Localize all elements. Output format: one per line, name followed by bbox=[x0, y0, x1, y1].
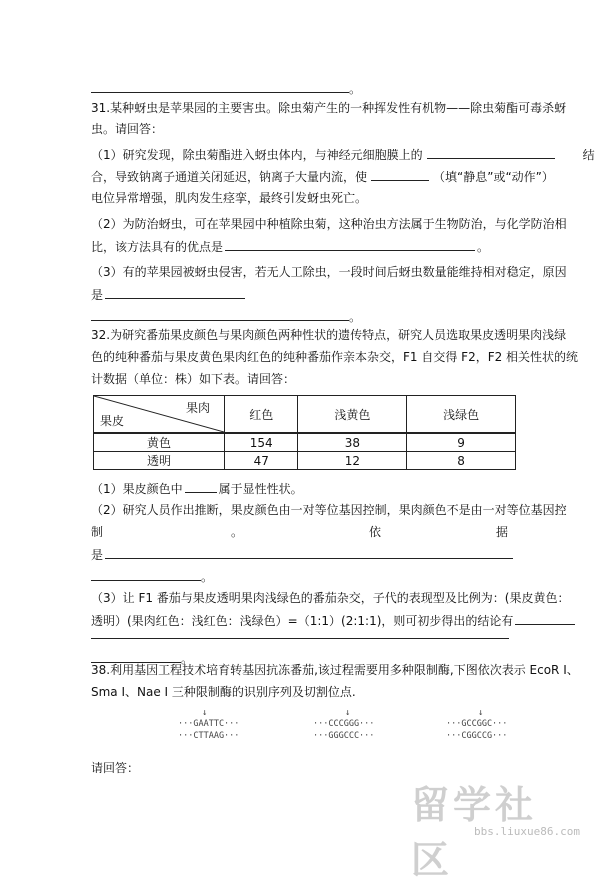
answer-blank[interactable] bbox=[91, 626, 509, 639]
cut-site-arrow-icon: ↓ bbox=[478, 708, 484, 718]
q31-intro-line-1: 31.某种蚜虫是苹果园的主要害虫。除虫菊产生的一种挥发性有机物——除虫菊酯可毒杀蚜 bbox=[91, 101, 567, 115]
site-watermark bbox=[411, 772, 586, 882]
q31-intro-line-2: 虫。请回答： bbox=[91, 122, 164, 136]
table-row bbox=[94, 433, 516, 452]
q31-part1-line-2: 合，导致钠离子通道关闭延迟，钠离子大量内流，使 （填“静息”或“动作”） bbox=[91, 170, 554, 184]
row-label: 透明 bbox=[94, 452, 225, 470]
column-header: 红色 bbox=[225, 396, 298, 434]
watermark-url: bbs.liuxue86.com bbox=[474, 825, 580, 838]
q32-intro-line-2: 色的纯种番茄与果皮黄色果肉红色的纯种番茄作亲本杂交，F1 自交得 F2，F2 相关性状的统 bbox=[91, 350, 579, 364]
q31-part3-line-2: 是 bbox=[91, 286, 245, 303]
q32-part2-line-4: 。 bbox=[91, 568, 213, 585]
ecori-sequence: ↓ ···GAATTC··· ···CTTAAG··· bbox=[178, 708, 240, 741]
q32-part3-line-4: 。 bbox=[91, 650, 193, 667]
watermark-logo-text: 留学社区 bbox=[411, 783, 538, 882]
q32-part2-line-2: 制 。 依 据 bbox=[91, 525, 509, 539]
answer-blank[interactable] bbox=[105, 286, 245, 299]
naei-sequence: ↓ ···GCCGGC··· ···CGGCCG··· bbox=[446, 708, 508, 741]
answer-blank[interactable] bbox=[91, 308, 349, 321]
q38-intro-line-2: Sma I、Nae I 三种限制酶的识别序列及切割位点. bbox=[91, 685, 356, 699]
answer-blank[interactable] bbox=[371, 168, 429, 181]
smai-sequence: ↓ ···CCCGGG··· ···GGGCCC··· bbox=[313, 708, 375, 741]
table-row bbox=[94, 452, 516, 470]
q31-part3-line-3: 。 bbox=[91, 308, 361, 325]
q32-part2-line-3: 是 bbox=[91, 546, 513, 563]
table-header-row bbox=[94, 396, 516, 434]
row-label: 黄色 bbox=[94, 433, 225, 452]
q38-prompt: 请回答： bbox=[91, 761, 140, 775]
table-cell: 47 bbox=[225, 452, 298, 470]
q32-part1-line: （1）果皮颜色中 属于显性性状。 bbox=[91, 482, 303, 496]
f2-statistics-table bbox=[93, 395, 516, 470]
q32-part3-line-3 bbox=[91, 626, 509, 643]
q31-part2-line-2: 比，该方法具有的优点是 。 bbox=[91, 240, 490, 254]
table-cell: 38 bbox=[298, 433, 407, 452]
answer-line-top: 。 bbox=[91, 80, 361, 97]
q31-part1-line-3: 电位异常增强，肌肉发生痉挛，最终引发蚜虫死亡。 bbox=[91, 191, 368, 205]
answer-blank[interactable] bbox=[427, 146, 555, 159]
q32-part2-line-1: （2）研究人员作出推断，果皮颜色由一对等位基因控制，果肉颜色不是由一对等位基因控 bbox=[91, 503, 567, 517]
answer-blank[interactable] bbox=[91, 568, 201, 581]
q31-part2-line-1: （2）为防治蚜虫，可在苹果园中种植除虫菊，这种治虫方法属于生物防治，与化学防治相 bbox=[91, 217, 567, 231]
q32-part3-line-1: （3）让 F1 番茄与果皮透明果肉浅绿色的番茄杂交，子代的表现型及比例为：(果皮黄色： bbox=[91, 591, 570, 605]
table-cell: 12 bbox=[298, 452, 407, 470]
table-cell: 154 bbox=[225, 433, 298, 452]
q31-part1-line-1: （1）研究发现，除虫菊酯进入蚜虫体内，与神经元细胞膜上的 结 bbox=[91, 148, 595, 162]
q38-intro-line-1: 38.利用基因工程技术培育转基因抗冻番茄,该过程需要用多种限制酶,下图依次表示 EcoR I、 bbox=[91, 663, 579, 677]
answer-blank[interactable] bbox=[91, 80, 349, 93]
answer-blank[interactable] bbox=[515, 612, 575, 625]
table-cell: 8 bbox=[407, 452, 516, 470]
column-header: 浅绿色 bbox=[407, 396, 516, 434]
cut-site-arrow-icon: ↓ bbox=[202, 708, 208, 718]
q31-part3-line-1: （3）有的苹果园被蚜虫侵害，若无人工除虫，一段时间后蚜虫数量能维持相对稳定，原因 bbox=[91, 265, 567, 279]
table-cell: 9 bbox=[407, 433, 516, 452]
answer-blank[interactable] bbox=[225, 238, 475, 251]
q32-intro-line-1: 32.为研究番茄果皮颜色与果肉颜色两种性状的遗传特点，研究人员选取果皮透明果肉浅绿 bbox=[91, 328, 567, 342]
corner-label-flesh: 果肉 bbox=[185, 401, 210, 415]
corner-label-skin: 果皮 bbox=[100, 414, 125, 428]
q32-part3-line-2: 透明）(果肉红色：浅红色：浅绿色）=（1:1）(2:1:1)，则可初步得出的结论有 bbox=[91, 612, 575, 629]
answer-blank[interactable] bbox=[105, 546, 513, 559]
cut-site-arrow-icon: ↓ bbox=[345, 708, 351, 718]
column-header: 浅黄色 bbox=[298, 396, 407, 434]
answer-blank[interactable] bbox=[185, 480, 217, 493]
q32-intro-line-3: 计数据（单位：株）如下表。请回答： bbox=[91, 372, 296, 386]
table-corner-cell bbox=[94, 396, 225, 434]
